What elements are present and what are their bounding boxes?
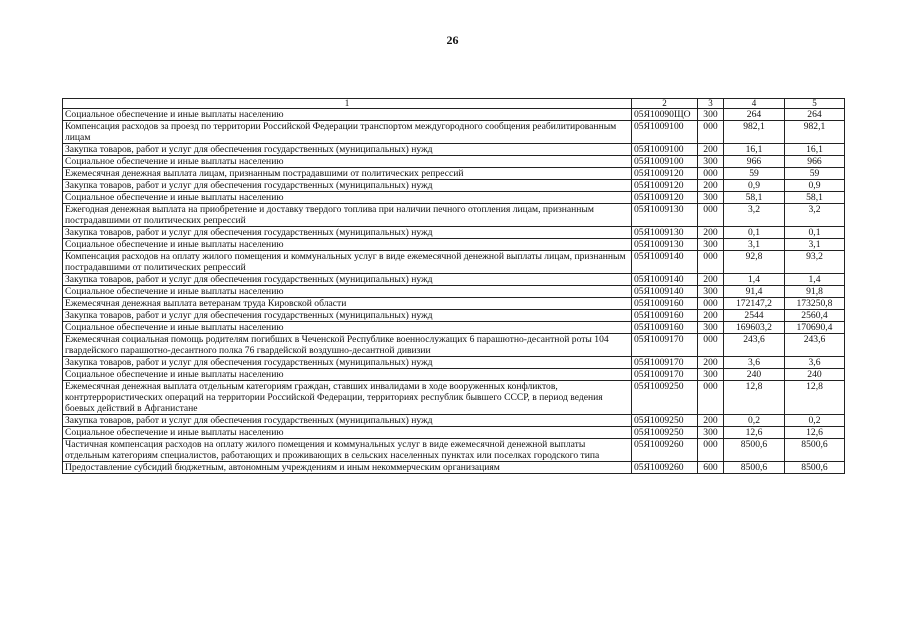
row-value-year1-cell: 0,2 [724, 415, 785, 427]
table-row [63, 121, 845, 144]
row-value-year2-cell: 59 [785, 168, 845, 180]
table-row [63, 109, 845, 121]
row-name-cell: Предоставление субсидий бюджетным, автономным учреждениям и иным некоммерческим организациям [63, 462, 632, 474]
table-row [63, 369, 845, 381]
row-code-cell: 05Я1009120 [632, 192, 698, 204]
row-value-year1-cell: 92,8 [724, 251, 785, 274]
row-value-year2-cell: 982,1 [785, 121, 845, 144]
row-value-year2-cell: 58,1 [785, 192, 845, 204]
row-name-cell: Социальное обеспечение и иные выплаты населению [63, 109, 632, 121]
row-type-cell: 000 [698, 298, 724, 310]
row-value-year2-cell: 91,8 [785, 286, 845, 298]
row-code-cell: 05Я1009100 [632, 144, 698, 156]
row-code-cell: 05Я1009260 [632, 462, 698, 474]
row-code-cell: 05Я1009170 [632, 357, 698, 369]
row-value-year1-cell: 16,1 [724, 144, 785, 156]
row-value-year2-cell: 173250,8 [785, 298, 845, 310]
row-type-cell: 000 [698, 381, 724, 415]
row-name-cell: Закупка товаров, работ и услуг для обеспечения государственных (муниципальных) нужд [63, 180, 632, 192]
table-row [63, 274, 845, 286]
table-row [63, 322, 845, 334]
row-name-cell: Социальное обеспечение и иные выплаты населению [63, 156, 632, 168]
row-value-year1-cell: 12,8 [724, 381, 785, 415]
table-row [63, 462, 845, 474]
row-code-cell: 05Я1009160 [632, 310, 698, 322]
table-row [63, 204, 845, 227]
row-type-cell: 200 [698, 144, 724, 156]
row-value-year2-cell: 240 [785, 369, 845, 381]
table-row [63, 427, 845, 439]
row-type-cell: 200 [698, 180, 724, 192]
row-value-year2-cell: 243,6 [785, 334, 845, 357]
row-name-cell: Социальное обеспечение и иные выплаты населению [63, 239, 632, 251]
row-code-cell: 05Я1009250 [632, 415, 698, 427]
row-code-cell: 05Я1009140 [632, 286, 698, 298]
row-value-year1-cell: 966 [724, 156, 785, 168]
row-code-cell: 05Я1009170 [632, 369, 698, 381]
column-number-3: 3 [698, 99, 724, 109]
row-value-year2-cell: 264 [785, 109, 845, 121]
row-value-year1-cell: 169603,2 [724, 322, 785, 334]
row-value-year1-cell: 3,1 [724, 239, 785, 251]
row-type-cell: 000 [698, 251, 724, 274]
column-number-5: 5 [785, 99, 845, 109]
row-value-year1-cell: 1,4 [724, 274, 785, 286]
column-number-row [63, 99, 845, 109]
table-row [63, 144, 845, 156]
row-code-cell: 05Я1009160 [632, 322, 698, 334]
row-value-year2-cell: 966 [785, 156, 845, 168]
row-value-year2-cell: 0,1 [785, 227, 845, 239]
row-code-cell: 05Я1009250 [632, 381, 698, 415]
table-row [63, 192, 845, 204]
row-value-year1-cell: 8500,6 [724, 462, 785, 474]
row-name-cell: Социальное обеспечение и иные выплаты населению [63, 286, 632, 298]
table-row [63, 168, 845, 180]
row-value-year1-cell: 0,9 [724, 180, 785, 192]
row-code-cell: 05Я1009130 [632, 239, 698, 251]
row-value-year2-cell: 3,6 [785, 357, 845, 369]
row-type-cell: 300 [698, 322, 724, 334]
row-value-year2-cell: 12,6 [785, 427, 845, 439]
row-value-year1-cell: 3,2 [724, 204, 785, 227]
row-type-cell: 600 [698, 462, 724, 474]
row-code-cell: 05Я1009120 [632, 180, 698, 192]
row-code-cell: 05Я1009130 [632, 227, 698, 239]
row-name-cell: Социальное обеспечение и иные выплаты населению [63, 369, 632, 381]
row-value-year2-cell: 93,2 [785, 251, 845, 274]
row-name-cell: Компенсация расходов за проезд по территории Российской Федерации транспортом междугородного сообщения реабилитированным лицам [63, 121, 632, 144]
row-code-cell: 05Я1009130 [632, 204, 698, 227]
row-value-year1-cell: 0,1 [724, 227, 785, 239]
row-value-year2-cell: 0,2 [785, 415, 845, 427]
row-code-cell: 05Я1009140 [632, 251, 698, 274]
row-code-cell: 05Я1009140 [632, 274, 698, 286]
row-type-cell: 300 [698, 427, 724, 439]
row-name-cell: Социальное обеспечение и иные выплаты населению [63, 192, 632, 204]
row-value-year2-cell: 3,2 [785, 204, 845, 227]
row-name-cell: Социальное обеспечение и иные выплаты населению [63, 322, 632, 334]
column-number-4: 4 [724, 99, 785, 109]
row-name-cell: Ежемесячная социальная помощь родителям погибших в Чеченской Республике военнослужащих 6 парашютно-десантной роты 104 гвардейского парашютно-десантного полка 76 гвардейской воздушно-десантной дивизии [63, 334, 632, 357]
row-type-cell: 200 [698, 274, 724, 286]
row-value-year1-cell: 12,6 [724, 427, 785, 439]
row-value-year2-cell: 16,1 [785, 144, 845, 156]
row-type-cell: 000 [698, 121, 724, 144]
row-name-cell: Закупка товаров, работ и услуг для обеспечения государственных (муниципальных) нужд [63, 144, 632, 156]
row-type-cell: 200 [698, 415, 724, 427]
row-type-cell: 300 [698, 192, 724, 204]
row-type-cell: 300 [698, 156, 724, 168]
row-code-cell: 05Я1009120 [632, 168, 698, 180]
row-type-cell: 300 [698, 109, 724, 121]
row-code-cell: 05Я10090ЩО [632, 109, 698, 121]
column-number-1: 1 [63, 99, 632, 109]
budget-table [62, 98, 845, 474]
table-row [63, 227, 845, 239]
row-name-cell: Компенсация расходов на оплату жилого помещения и коммунальных услуг в виде ежемесячной денежной выплаты лицам, признанным пострадавшими от политических репрессий [63, 251, 632, 274]
row-value-year2-cell: 8500,6 [785, 439, 845, 462]
row-type-cell: 200 [698, 227, 724, 239]
row-type-cell: 000 [698, 204, 724, 227]
row-type-cell: 300 [698, 239, 724, 251]
row-type-cell: 300 [698, 286, 724, 298]
table-row [63, 180, 845, 192]
row-code-cell: 05Я1009160 [632, 298, 698, 310]
table-row [63, 251, 845, 274]
table-row [63, 298, 845, 310]
row-type-cell: 000 [698, 439, 724, 462]
row-type-cell: 000 [698, 168, 724, 180]
row-name-cell: Закупка товаров, работ и услуг для обеспечения государственных (муниципальных) нужд [63, 310, 632, 322]
table-row [63, 415, 845, 427]
row-value-year2-cell: 3,1 [785, 239, 845, 251]
row-value-year1-cell: 172147,2 [724, 298, 785, 310]
row-type-cell: 200 [698, 310, 724, 322]
row-name-cell: Ежемесячная денежная выплата лицам, признанным пострадавшими от политических репрессий [63, 168, 632, 180]
row-value-year2-cell: 1,4 [785, 274, 845, 286]
row-value-year2-cell: 0,9 [785, 180, 845, 192]
row-code-cell: 05Я1009260 [632, 439, 698, 462]
row-value-year1-cell: 240 [724, 369, 785, 381]
table-row [63, 239, 845, 251]
table-row [63, 286, 845, 298]
row-value-year1-cell: 8500,6 [724, 439, 785, 462]
table-row [63, 310, 845, 322]
row-type-cell: 300 [698, 369, 724, 381]
row-value-year1-cell: 91,4 [724, 286, 785, 298]
row-code-cell: 05Я1009170 [632, 334, 698, 357]
row-name-cell: Ежемесячная денежная выплата ветеранам труда Кировской области [63, 298, 632, 310]
row-type-cell: 000 [698, 334, 724, 357]
column-number-2: 2 [632, 99, 698, 109]
row-value-year2-cell: 8500,6 [785, 462, 845, 474]
budget-table-body [63, 99, 845, 474]
table-row [63, 156, 845, 168]
row-value-year1-cell: 982,1 [724, 121, 785, 144]
row-name-cell: Ежегодная денежная выплата на приобретение и доставку твердого топлива при наличии печного отопления лицам, признанным пострадавшими от политических репрессий [63, 204, 632, 227]
row-name-cell: Социальное обеспечение и иные выплаты населению [63, 427, 632, 439]
row-value-year1-cell: 2544 [724, 310, 785, 322]
table-row [63, 381, 845, 415]
row-value-year1-cell: 264 [724, 109, 785, 121]
row-code-cell: 05Я1009100 [632, 156, 698, 168]
page-number: 26 [446, 33, 459, 47]
row-name-cell: Частичная компенсация расходов на оплату жилого помещения и коммунальных услуг в виде ежемесячной денежной выплаты отдельным категориям специалистов, работающих и проживающих в сельских населенных пунктах или поселках городского типа [63, 439, 632, 462]
row-value-year1-cell: 59 [724, 168, 785, 180]
row-name-cell: Закупка товаров, работ и услуг для обеспечения государственных (муниципальных) нужд [63, 415, 632, 427]
row-value-year2-cell: 170690,4 [785, 322, 845, 334]
row-value-year1-cell: 58,1 [724, 192, 785, 204]
row-name-cell: Закупка товаров, работ и услуг для обеспечения государственных (муниципальных) нужд [63, 274, 632, 286]
row-value-year1-cell: 243,6 [724, 334, 785, 357]
row-value-year2-cell: 12,8 [785, 381, 845, 415]
row-value-year1-cell: 3,6 [724, 357, 785, 369]
row-type-cell: 200 [698, 357, 724, 369]
row-code-cell: 05Я1009100 [632, 121, 698, 144]
table-row [63, 334, 845, 357]
row-name-cell: Закупка товаров, работ и услуг для обеспечения государственных (муниципальных) нужд [63, 357, 632, 369]
row-name-cell: Ежемесячная денежная выплата отдельным категориям граждан, ставших инвалидами в ходе вооруженных конфликтов, контртеррористических операций на территории Российской Федерации, территориях республик бывшего СССР, в период ведения боевых действий в Афганистане [63, 381, 632, 415]
table-row [63, 357, 845, 369]
row-name-cell: Закупка товаров, работ и услуг для обеспечения государственных (муниципальных) нужд [63, 227, 632, 239]
row-code-cell: 05Я1009250 [632, 427, 698, 439]
table-row [63, 439, 845, 462]
row-value-year2-cell: 2560,4 [785, 310, 845, 322]
